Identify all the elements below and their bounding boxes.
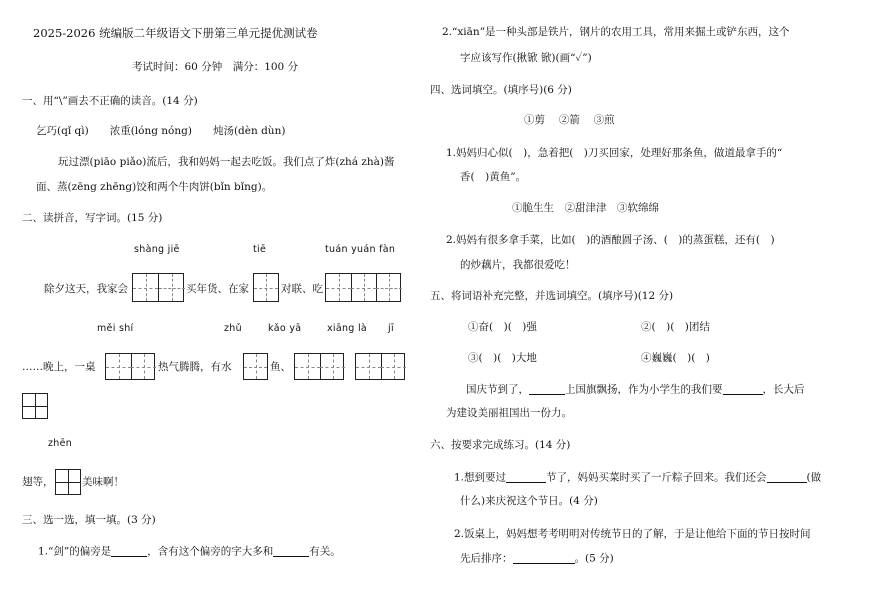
s5-p1-text-a: 国庆节到了， [466, 383, 529, 396]
pinyin-ji: jī [388, 323, 394, 334]
answer-grid-zhen[interactable] [55, 469, 81, 495]
section-1-heading: 一、用“\”画去不正确的读音。(14 分) [22, 95, 198, 107]
s2-row2-text-b: 热气腾腾，有水 [158, 361, 232, 373]
answer-grid-xiangla[interactable] [355, 353, 405, 380]
answer-grid-kaoya[interactable] [294, 353, 344, 380]
s5-word-1: ①奋( )( )强 [468, 321, 537, 333]
section-2-heading: 二、读拼音，写字词。(15 分) [22, 212, 163, 224]
pinyin-shangjie: shàng jiē [134, 244, 180, 255]
s4-options-1: ①剪 ②箭 ③煎 [524, 114, 615, 126]
s6-q2-line-1: 2.饭桌上，妈妈想考考明明对传统节日的了解，于是让他给下面的节日按时间 [454, 528, 811, 540]
s2-row1-text-c: 对联、吃 [281, 283, 323, 295]
s3-q1 [38, 546, 341, 557]
s3-q1-text-a: 1.“剑”的偏旁是 [38, 545, 112, 558]
section-6-heading: 六、按要求完成练习。(14 分) [430, 439, 571, 451]
answer-grid-tuanyuanfan[interactable] [325, 273, 401, 302]
s3-q1-text-c: 有关。 [309, 545, 341, 558]
s5-word-3: ③( )( )大地 [468, 352, 537, 364]
s3-q1-text-b: ，含有这个偏旁的字大多和 [147, 545, 274, 558]
s6-q2-text-a: 先后排序： [460, 552, 513, 565]
s4-q1-line-2: 香( )黄鱼”。 [460, 171, 527, 183]
section-1-line-3: 面、蒸(zēng zhēng)饺和两个牛肉饼(bǐn bǐng)。 [36, 181, 273, 193]
s4-options-2: ①脆生生 ②甜津津 ③软绵绵 [512, 202, 659, 214]
pinyin-tuanyuanfan: tuán yuán fàn [325, 244, 396, 255]
pinyin-zhu: zhǔ [224, 323, 242, 334]
section-4-heading: 四、选词填空。(填序号)(6 分) [430, 84, 572, 96]
s2-row1-text-a: 除夕这天，我家会 [44, 283, 128, 295]
s6-q1-line-2: 什么)来庆祝这个节日。(4 分) [460, 495, 598, 507]
s2-row2-text-a: ……晚上，一桌 [22, 361, 96, 373]
s6-q1-text-b: 节了，妈妈买菜时买了一斤粽子回来。我们还会 [546, 471, 767, 484]
s6-q1-text-c: (做 [806, 471, 822, 484]
pinyin-kaoya: kǎo yā [268, 323, 302, 334]
s6-q1-blank-2[interactable] [767, 472, 807, 483]
pinyin-zhen: zhēn [48, 438, 73, 449]
s2-row3-text-a: 翅等， [22, 476, 54, 488]
answer-grid-shangjie[interactable] [132, 273, 184, 302]
s2-row3-text-b: 美味啊！ [82, 476, 124, 488]
s4-q2-line-2: 的炒藕片，我都很爱吃！ [460, 259, 576, 271]
page-title: 2025-2026 统编版二年级语文下册第三单元提优测试卷 [33, 26, 318, 40]
pinyin-xiangla: xiāng là [327, 323, 368, 334]
s6-q1-text-a: 1.想到要过 [454, 471, 507, 484]
s5-blank-2[interactable] [723, 384, 763, 395]
s5-p1-text-b: 上国旗飘扬，作为小学生的我们要 [565, 383, 723, 396]
s5-blank-1[interactable] [529, 384, 565, 395]
section-5-heading: 五、将词语补充完整，并选词填空。(填序号)(12 分) [430, 290, 674, 302]
section-1-line-2: 玩过漂(piāo piǎo)流后，我和妈妈一起去吃饭。我们点了炸(zhá zhà)酱 [58, 156, 395, 168]
s4-q2-line-1: 2.妈妈有很多拿手菜，比如( )的酒酿圆子汤、( )的蒸蛋糕，还有( ) [446, 234, 775, 246]
s4-q1-line-1: 1.妈妈归心似( )，急着把( )刀买回家，处理好那条鱼，做道最拿手的“ [446, 147, 783, 159]
s2-row2-text-c: 鱼、 [270, 361, 291, 373]
exam-info: 考试时间：60 分钟 满分：100 分 [132, 61, 299, 73]
pinyin-meishi: měi shí [97, 323, 134, 334]
s5-p1-text-c: ，长大后 [762, 383, 805, 396]
s3-q1-blank-2[interactable] [273, 546, 309, 557]
s5-paragraph-line-2: 为建设美丽祖国出一份力。 [446, 407, 572, 419]
answer-grid-zhu[interactable] [243, 353, 268, 380]
pinyin-tie: tiē [253, 244, 267, 255]
s3-q2-line-1: 2.“xiān”是一种头部是铁片，钢片的农用工具，常用来掘土或铲东西，这个 [442, 26, 790, 38]
s5-word-2: ②( )( )团结 [641, 321, 710, 333]
answer-grid-ji[interactable] [22, 393, 48, 419]
s6-q2-blank[interactable] [513, 553, 575, 564]
s6-q1-blank-1[interactable] [506, 472, 546, 483]
s6-q2-text-b: 。(5 分) [574, 552, 614, 565]
answer-grid-tie[interactable] [253, 273, 279, 302]
s2-row1-text-b: 买年货、在家 [186, 283, 249, 295]
section-1-line-1: 乞巧(qǐ qì) 浓重(lóng nóng) 炖汤(dèn dùn) [36, 125, 286, 137]
s3-q2-line-2: 字应该写作(揪锨 锨)(画“✓”) [460, 52, 592, 64]
section-3-heading: 三、选一选，填一填。(3 分) [22, 514, 156, 526]
s5-word-4: ④巍巍( )( ) [641, 352, 710, 364]
s5-paragraph-line-1 [466, 384, 805, 395]
s6-q1-line-1 [454, 472, 821, 483]
s6-q2-line-2 [460, 553, 614, 564]
s3-q1-blank-1[interactable] [111, 546, 147, 557]
answer-grid-meishi[interactable] [105, 353, 155, 380]
